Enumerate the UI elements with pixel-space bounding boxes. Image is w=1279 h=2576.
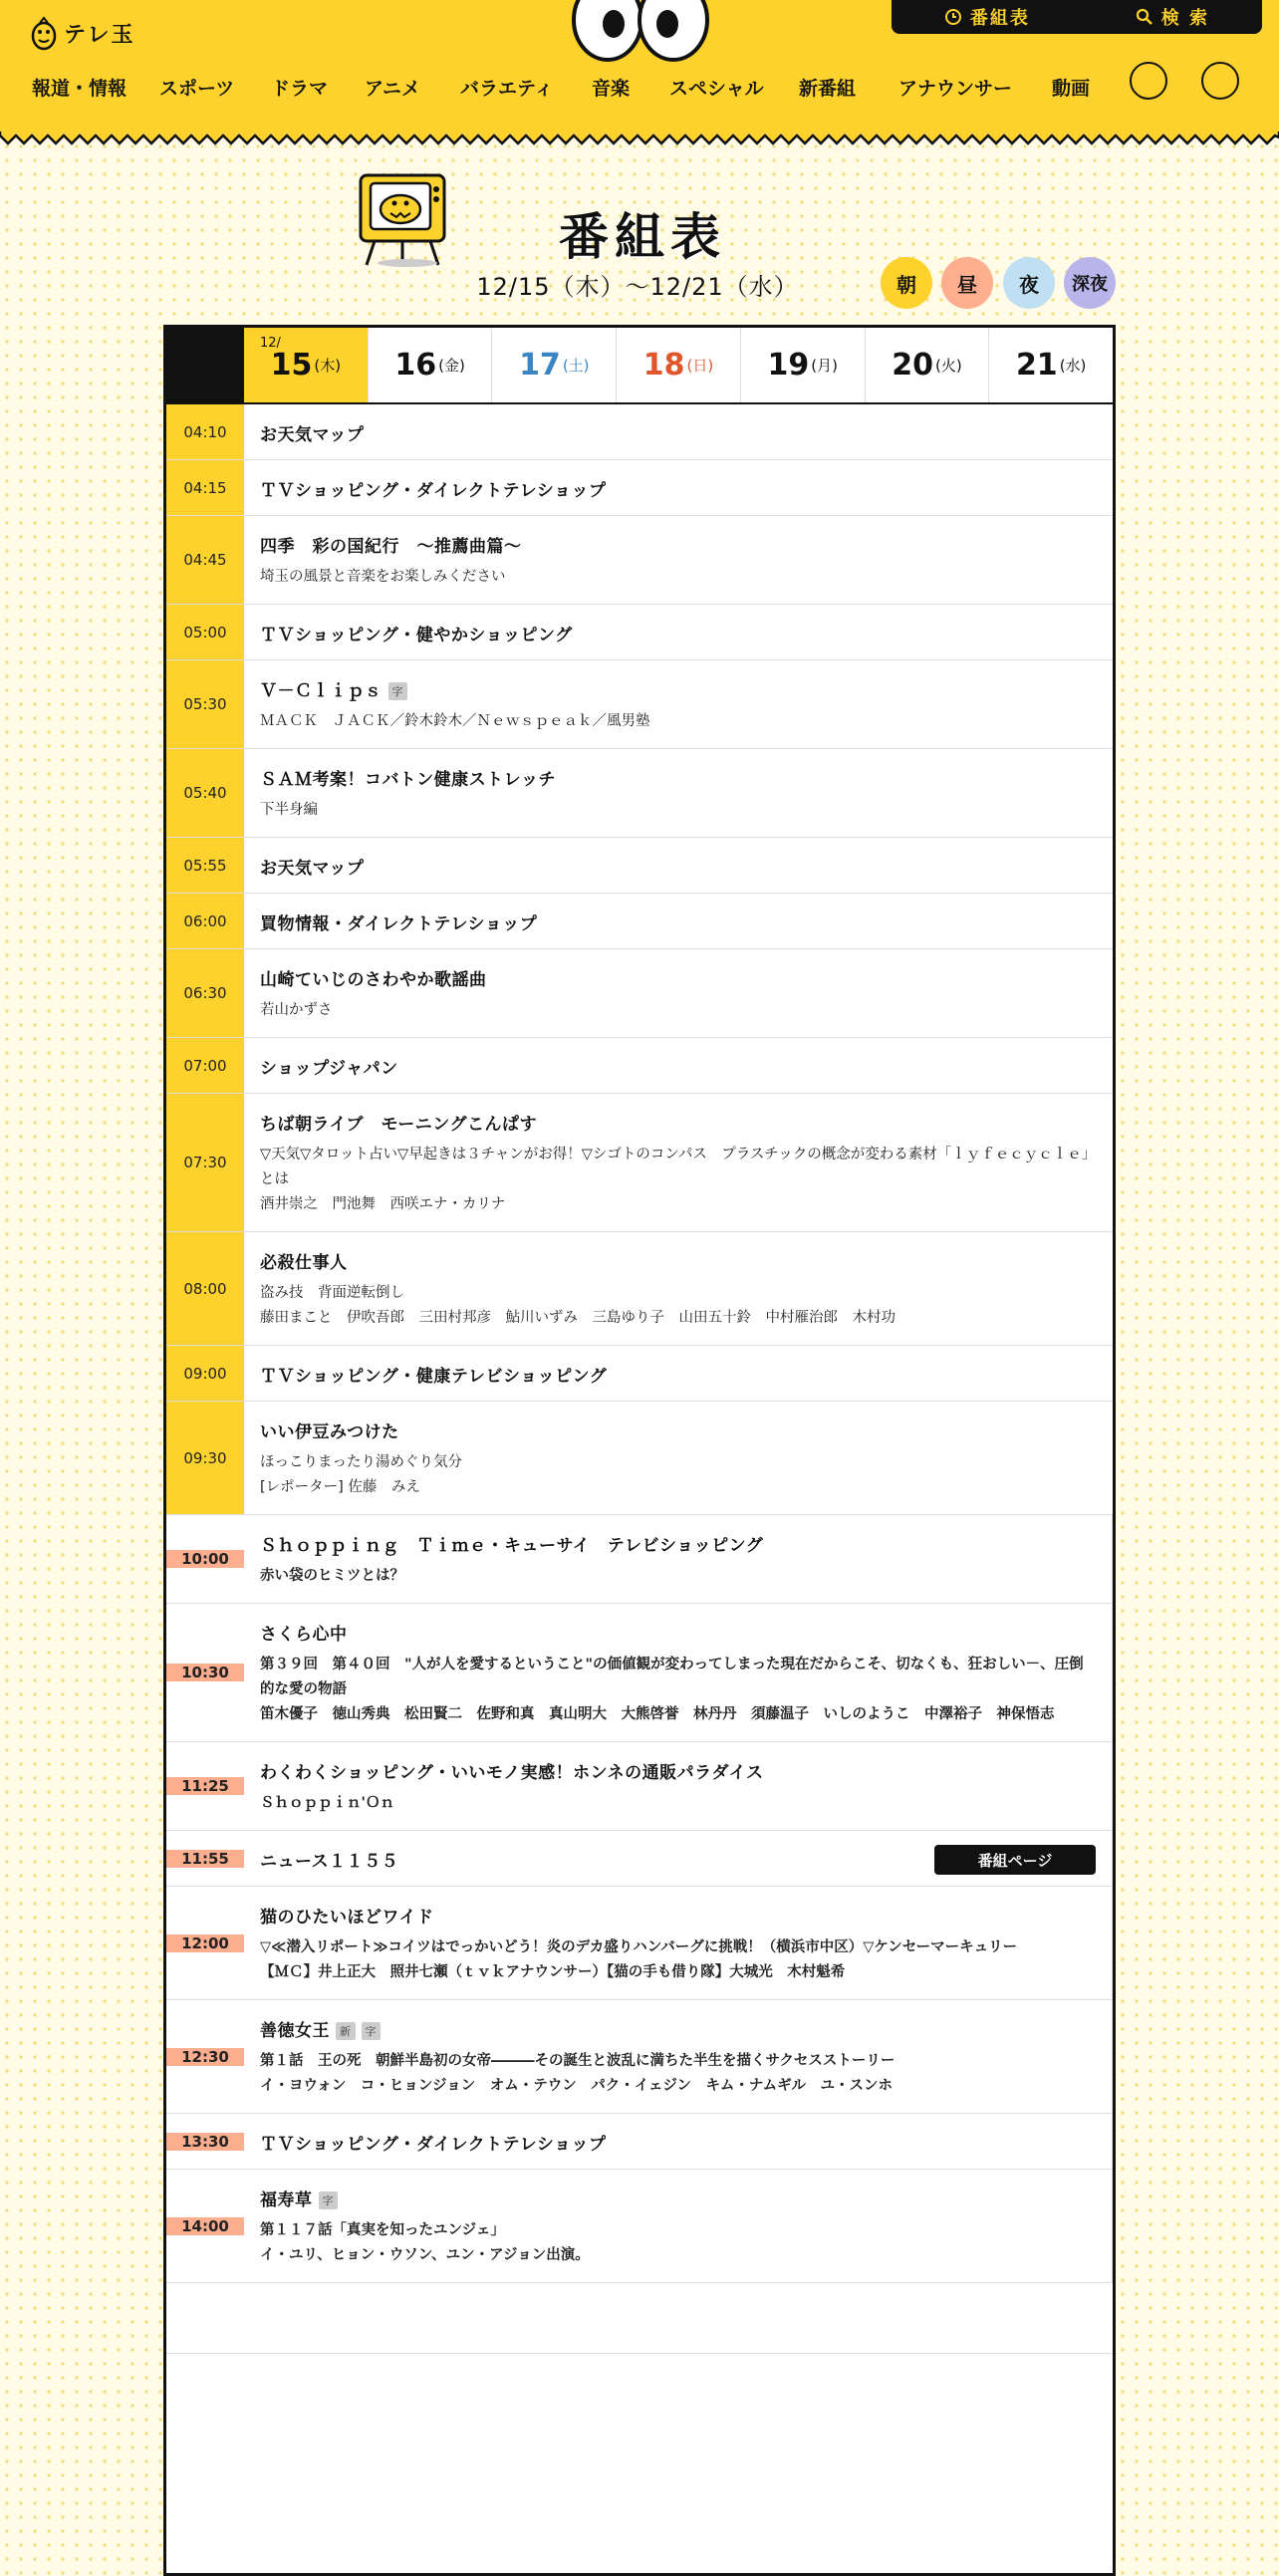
- program-content: [244, 1742, 1112, 1830]
- program-description: [260, 2218, 1096, 2268]
- program-description-line: 下半身編: [260, 802, 318, 818]
- program-row[interactable]: [166, 2283, 1113, 2354]
- program-badge: 字: [362, 2022, 382, 2040]
- program-title-text: ＴＶショッピング・ダイレクトテレショップ: [260, 2135, 607, 2155]
- program-title[interactable]: [260, 965, 1097, 990]
- program-content: [244, 2170, 1112, 2282]
- nav-item-drama[interactable]: ドラマ: [271, 78, 329, 100]
- program-content: [244, 949, 1113, 1037]
- program-title-text: 山崎ていじのさわやか歌謡曲: [260, 970, 487, 990]
- header-zigzag-edge: [0, 131, 1279, 147]
- program-description-line: イ・ヨウォン コ・ヒョンジョン オム・テウン パク・イェジン キム・ナムギル ユ・スンホ: [260, 2078, 894, 2094]
- program-row[interactable]: [166, 2114, 1113, 2170]
- program-time: 05:55: [166, 838, 244, 893]
- clock-icon: [944, 8, 962, 26]
- program-description: [260, 798, 1097, 823]
- nav-item-new-programs[interactable]: 新番組: [799, 78, 857, 100]
- page-title: 番組表: [559, 208, 726, 266]
- program-description-line: 第３９回 第４０回 "人が人を愛するということ"の価値観が変わってしまった現在だからこそ、切なくも、狂おしい－、圧倒的な愛の物語: [260, 1657, 1084, 1697]
- program-content: [244, 1604, 1112, 1741]
- program-time: 13:30: [166, 2133, 244, 2151]
- nav-item-special[interactable]: スペシャル: [669, 78, 764, 100]
- program-description-line: イ・ユリ、ヒョン・ウソン、ユン・アジョン出演。: [260, 2247, 590, 2263]
- program-title-text: ショップジャパン: [260, 1059, 398, 1079]
- program-description: [260, 1281, 1097, 1331]
- main-nav: [0, 68, 1279, 108]
- program-title[interactable]: [260, 532, 1097, 557]
- mascot-eyes-icon: [566, 0, 715, 62]
- day-tabs-corner: [166, 328, 244, 402]
- program-description-line: 【ＭＣ】井上正大 照井七瀬（ｔｖｋアナウンサー）【猫の手も借り隊】大城光 木村魁希: [260, 1964, 846, 1980]
- program-row[interactable]: [166, 404, 1113, 460]
- program-title[interactable]: [260, 1903, 1096, 1928]
- logo-text: テレ玉: [64, 22, 135, 48]
- program-content: [244, 404, 1113, 459]
- program-title-text: 猫のひたいほどワイド: [260, 1908, 434, 1928]
- program-description: [260, 1935, 1096, 1985]
- site-logo[interactable]: [30, 14, 135, 52]
- program-time: 04:45: [166, 516, 244, 604]
- program-title[interactable]: [260, 1248, 1097, 1273]
- program-title[interactable]: [260, 420, 1097, 445]
- program-description: [260, 2049, 1096, 2099]
- program-title[interactable]: [260, 1620, 1096, 1645]
- program-time: 05:40: [166, 749, 244, 837]
- program-description-line: 盗み技 背面逆転倒し: [260, 1285, 404, 1301]
- day-tab-16[interactable]: 16 (金): [369, 328, 493, 402]
- program-content: [244, 894, 1113, 948]
- program-row[interactable]: [166, 1094, 1113, 1232]
- program-description-line: 酒井崇之 門池舞 西咲エナ・カリナ: [260, 1196, 506, 1212]
- nav-item-videos[interactable]: 動画: [1052, 78, 1091, 100]
- program-time: 07:30: [166, 1094, 244, 1231]
- program-title-text: Ｖ－Ｃｌｉｐｓ: [260, 681, 383, 701]
- search-link-label: 検 索: [1160, 8, 1210, 29]
- program-content: [244, 605, 1113, 659]
- program-title[interactable]: [260, 1758, 1096, 1783]
- program-description-line: Ｓｈｏｐｐｉｎ'Ｏｎ: [260, 1795, 394, 1811]
- program-time: 12:00: [166, 1934, 244, 1952]
- program-description: [260, 709, 1097, 734]
- teletama-app-icon[interactable]: [1201, 62, 1239, 100]
- day-tab-17[interactable]: 17 (土): [492, 328, 617, 402]
- program-row[interactable]: [166, 1887, 1113, 2000]
- day-tab-15[interactable]: 12/ 15 (木): [244, 328, 369, 402]
- program-description-line: 赤い袋のヒミツとは？: [260, 1568, 404, 1584]
- program-content: [244, 1232, 1113, 1345]
- program-description-line: 藤田まこと 伊吹吾郎 三田村邦彦 鮎川いずみ 三島ゆり子 山田五十鈴 中村雁治郎 木村功: [260, 1310, 895, 1326]
- program-title-text: さくら心中: [260, 1625, 348, 1645]
- nav-item-music[interactable]: 音楽: [592, 78, 631, 100]
- day-tab-19[interactable]: 19 (月): [741, 328, 866, 402]
- day-tab-18[interactable]: 18 (日): [617, 328, 741, 402]
- program-title-text: Ｓｈｏｐｐｉｎｇ Ｔｉｍｅ・キューサイ テレビショッピング: [260, 1536, 764, 1556]
- program-row[interactable]: [166, 2000, 1113, 2114]
- day-tab-20[interactable]: 20 (火): [866, 328, 990, 402]
- program-title[interactable]: [260, 2130, 1096, 2155]
- program-row[interactable]: [166, 605, 1113, 660]
- program-description-line: 若山かずさ: [260, 1002, 333, 1018]
- nav-item-sports[interactable]: スポーツ: [159, 78, 235, 100]
- program-title-text: ＴＶショッピング・健やかショッピング: [260, 626, 573, 645]
- program-badge: 字: [388, 682, 408, 700]
- program-title[interactable]: [260, 1417, 1097, 1442]
- program-title-text: ＳＡＭ考案！コバトン健康ストレッチ: [260, 770, 556, 790]
- teletama-mascot-icon: [30, 14, 58, 52]
- program-title[interactable]: [260, 676, 1097, 701]
- tv-mascot-icon: [353, 167, 462, 267]
- program-title-text: お天気マップ: [260, 859, 365, 879]
- program-time: 14:00: [166, 2217, 244, 2235]
- program-time: 11:55: [166, 1850, 244, 1868]
- program-time: 10:30: [166, 1664, 244, 1681]
- program-content: [244, 1831, 1112, 1886]
- program-row[interactable]: [166, 749, 1113, 838]
- program-title[interactable]: [260, 621, 1097, 645]
- program-title-text: ニュース１１５５: [260, 1852, 399, 1872]
- program-time: 09:00: [166, 1346, 244, 1401]
- program-title-text: お天気マップ: [260, 425, 365, 445]
- program-title-text: 福寿草: [260, 2190, 313, 2210]
- program-title-text: 必殺仕事人: [260, 1253, 348, 1273]
- program-content: [244, 1038, 1113, 1093]
- site-header: [0, 0, 1279, 134]
- day-tab-21[interactable]: 21 (水): [1015, 348, 1087, 383]
- nav-item-announcers[interactable]: アナウンサー: [898, 78, 1013, 100]
- time-button-late-night[interactable]: 深夜: [1064, 257, 1116, 309]
- nav-item-variety[interactable]: バラエティ: [460, 78, 554, 100]
- program-description-line: ▽≪潜入リポート≫コイツはでっかいどう！炎のデカ盛りハンバーグに挑戦！（横浜市中区）▽ケンセーマーキュリー: [260, 1939, 1018, 1955]
- schedule-link[interactable]: [944, 4, 1030, 30]
- program-title-text: 買物情報・ダイレクトテレショップ: [260, 914, 538, 934]
- search-link[interactable]: [1136, 4, 1209, 30]
- program-title-text: いい伊豆みつけた: [260, 1422, 399, 1442]
- program-row[interactable]: [166, 1232, 1113, 1346]
- program-row[interactable]: [166, 1515, 1113, 1604]
- search-icon: [1136, 8, 1153, 26]
- program-title[interactable]: [260, 765, 1097, 790]
- program-content: [244, 460, 1113, 515]
- program-row[interactable]: [166, 1346, 1113, 1402]
- program-title-text: 四季 彩の国紀行 ～推薦曲篇～: [260, 537, 522, 557]
- program-description-line: ▽天気▽タロット占い▽早起きは３チャンがお得！▽シゴトのコンパス プラスチックの概念が変わる素材「ｌｙｆｅｃｙｃｌｅ」とは: [260, 1147, 1097, 1187]
- day-tabs: [166, 328, 1113, 404]
- program-title[interactable]: [260, 909, 1097, 934]
- program-title[interactable]: [260, 1110, 1097, 1135]
- program-content: [244, 2000, 1112, 2113]
- program-description: [260, 998, 1097, 1023]
- program-description-line: ほっこりまったり湯めぐり気分: [260, 1454, 462, 1470]
- program-content: [244, 2114, 1112, 2169]
- teletama-shop-icon[interactable]: [1130, 62, 1167, 100]
- top-utility-bar: [892, 0, 1262, 34]
- program-content: [244, 1402, 1113, 1514]
- program-description-line: 第１１７話「真実を知ったユンジェ」: [260, 2222, 505, 2238]
- program-content: [244, 1094, 1113, 1231]
- program-row[interactable]: [166, 1604, 1113, 1742]
- program-content: [244, 1515, 1112, 1603]
- program-content: [244, 838, 1113, 893]
- program-description: [260, 1143, 1097, 1217]
- program-row[interactable]: [166, 516, 1113, 605]
- program-row[interactable]: [166, 460, 1113, 516]
- program-title-text: ＴＶショッピング・健康テレビショッピング: [260, 1367, 608, 1387]
- program-description-line: ＭＡＣＫ ＪＡＣＫ／鈴木鈴木／Ｎｅｗｓｐｅａｋ／風男塾: [260, 713, 650, 729]
- program-time: 04:15: [166, 460, 244, 515]
- program-row[interactable]: [166, 838, 1113, 894]
- program-rows: [166, 404, 1113, 2354]
- date-range: 12/15（木）〜12/21（水）: [476, 273, 799, 301]
- program-description-line: 第１話 王の死 朝鮮半島初の女帝―――その誕生と波乱に満ちた半生を描くサクセスストーリー: [260, 2053, 895, 2069]
- program-description-line: 笛木優子 徳山秀典 松田賢二 佐野和真 真山明大 大熊啓誉 林丹丹 須藤温子 いしのようこ 中澤裕子 神保悟志: [260, 1706, 1055, 1722]
- program-time: 07:00: [166, 1038, 244, 1093]
- program-row[interactable]: [166, 1742, 1113, 1831]
- program-time: 05:30: [166, 660, 244, 748]
- program-description-line: 埼玉の風景と音楽をお楽しみください: [260, 569, 506, 585]
- program-time: 08:00: [166, 1232, 244, 1345]
- program-row[interactable]: [166, 1038, 1113, 1094]
- program-content: [244, 2283, 1113, 2353]
- program-title[interactable]: [260, 476, 1097, 501]
- program-row[interactable]: [166, 1831, 1113, 1887]
- program-description: [260, 1564, 1096, 1589]
- program-title-text: ＴＶショッピング・ダイレクトテレショップ: [260, 481, 607, 501]
- program-badge: 新: [336, 2022, 356, 2040]
- program-title[interactable]: [260, 1362, 1097, 1387]
- program-title[interactable]: [260, 854, 1097, 879]
- program-content: [244, 660, 1113, 748]
- program-time: 12:30: [166, 2048, 244, 2066]
- program-description: [260, 1450, 1097, 1500]
- program-row[interactable]: [166, 949, 1113, 1038]
- program-row[interactable]: [166, 1402, 1113, 1515]
- program-time: 05:00: [166, 605, 244, 659]
- program-time: 04:10: [166, 404, 244, 459]
- program-row[interactable]: [166, 2170, 1113, 2283]
- program-content: [244, 1346, 1113, 1401]
- program-title[interactable]: [260, 1054, 1097, 1079]
- time-button-night[interactable]: 夜: [1003, 257, 1055, 309]
- program-schedule-table: [163, 325, 1116, 2576]
- nav-item-news[interactable]: 報道・情報: [32, 78, 128, 100]
- program-description: [260, 565, 1097, 590]
- program-description-line: [レポーター] 佐藤 みえ: [260, 1479, 420, 1495]
- program-content: [244, 516, 1113, 604]
- program-row[interactable]: [166, 894, 1113, 949]
- program-time: 06:30: [166, 949, 244, 1037]
- program-row[interactable]: [166, 660, 1113, 749]
- program-title-text: わくわくショッピング・いいモノ実感！ホンネの通販パラダイス: [260, 1763, 764, 1783]
- program-title[interactable]: [260, 1531, 1096, 1556]
- program-time: 06:00: [166, 894, 244, 948]
- program-time: 11:25: [166, 1777, 244, 1795]
- program-page-button[interactable]: 番組ページ: [934, 1845, 1096, 1875]
- time-button-daytime[interactable]: 昼: [941, 257, 993, 309]
- time-button-morning[interactable]: 朝: [881, 257, 932, 309]
- program-title-text: 善徳女王: [260, 2021, 330, 2041]
- nav-item-anime[interactable]: アニメ: [365, 78, 421, 100]
- program-title-text: ちば朝ライブ モーニングこんぱす: [260, 1115, 537, 1135]
- program-title[interactable]: [260, 2016, 1096, 2041]
- program-content: [244, 1887, 1112, 1999]
- program-time: 09:30: [166, 1402, 244, 1514]
- program-content: [244, 749, 1113, 837]
- program-title[interactable]: [260, 2186, 1096, 2210]
- schedule-link-label: 番組表: [969, 8, 1030, 29]
- program-description: [260, 1791, 1096, 1816]
- program-description: [260, 1653, 1096, 1727]
- program-time: 10:00: [166, 1550, 244, 1568]
- program-badge: 字: [319, 2191, 339, 2209]
